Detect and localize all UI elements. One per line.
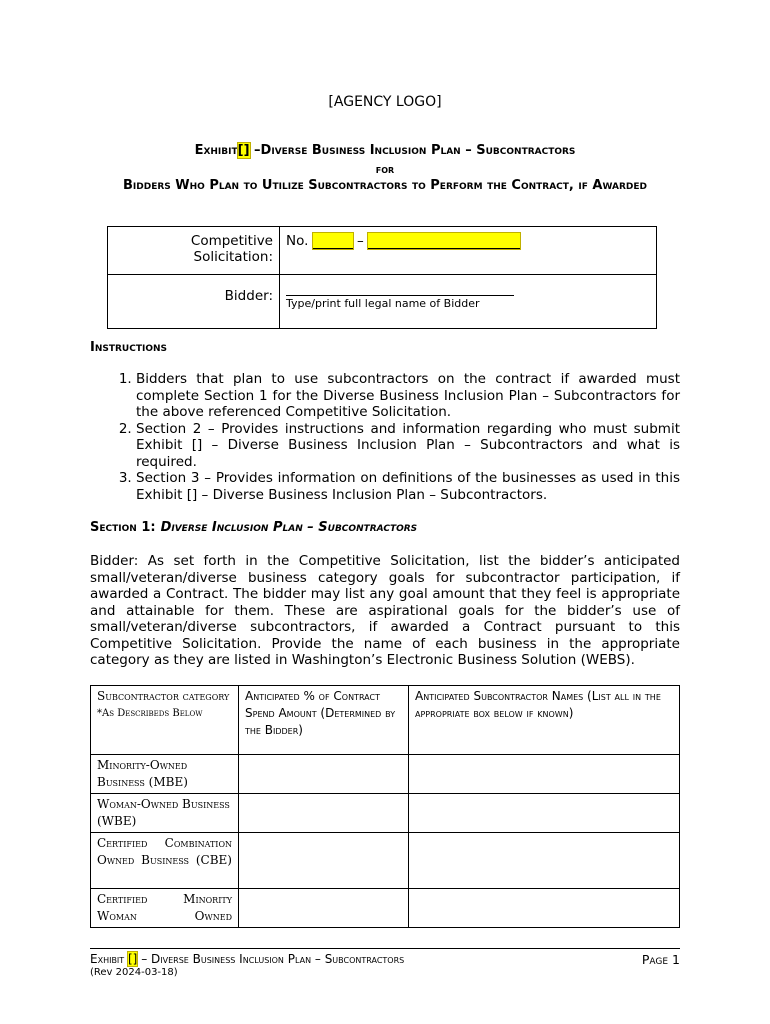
solicitation-number-field[interactable]: [313, 233, 353, 249]
spend-input-cell[interactable]: [239, 794, 409, 833]
names-input-cell[interactable]: [409, 755, 680, 794]
spend-input-cell[interactable]: [239, 889, 409, 928]
bidder-name-field[interactable]: [286, 281, 514, 296]
instruction-item: 1. Bidders that plan to use subcontractors on the contract if awarded must complete Section 1 for the Diverse Business Inclusion Plan – Subcontractors for the above referenced Competitive Solicitation.: [136, 371, 680, 421]
competitive-solicitation-label: Competitive Solicitation:: [108, 227, 280, 275]
subcontractor-category-table: [90, 685, 680, 928]
names-input-cell[interactable]: [409, 889, 680, 928]
table-row: [91, 889, 680, 928]
solicitation-number-cell: [280, 227, 657, 275]
no-label: No.: [286, 233, 309, 249]
bidder-name-caption: Type/print full legal name of Bidder: [286, 297, 480, 310]
footer-exhibit-number-placeholder[interactable]: []: [128, 952, 138, 966]
title-for: for: [375, 162, 395, 176]
section-1-heading: [90, 520, 417, 535]
solicitation-title-field[interactable]: [368, 233, 520, 249]
section-1-paragraph: Bidder: As set forth in the Competitive Solicitation, list the bidder’s anticipated small/veteran/diverse business category goals for subcontractor participation, if awarded a Contract. The bidder may list any goal amount that they feel is appropriate and attainable for them. These are aspirational goals for the bidder’s use of small/veteran/diverse subcontractors, if awarded a Contract pursuant to this Competitive Solicitation. Provide the name of each business in the appropriate category as they are listed in Washington’s Electronic Business Solution (WEBS).: [90, 553, 680, 668]
section-1-label: Section 1:: [90, 520, 156, 535]
table-header-row: [91, 686, 680, 755]
names-input-cell[interactable]: [409, 833, 680, 889]
category-cell: Woman-Owned Business (WBE): [91, 794, 239, 833]
footer-divider: [90, 948, 680, 949]
title-exhibit-word: Exhibit: [194, 143, 238, 158]
page-number: Page 1: [641, 952, 680, 967]
header-names: Anticipated Subcontractor Names (List all in the appropriate box below if known): [409, 686, 680, 755]
header-category: [91, 686, 239, 755]
title-rest: –Diverse Business Inclusion Plan – Subcontractors: [249, 143, 576, 158]
title-exhibit-number-placeholder[interactable]: []: [237, 143, 250, 158]
instruction-item: 3. Section 3 – Provides information on definitions of the businesses as used in this Exhibit [] – Diverse Business Inclusion Plan – Subcontractors.: [136, 470, 680, 503]
footer-title-rest: – Diverse Business Inclusion Plan – Subcontractors: [137, 952, 405, 966]
table-row: [91, 794, 680, 833]
footer-exhibit-word: Exhibit: [90, 952, 125, 966]
solicitation-row: [108, 227, 657, 275]
instruction-item: 2. Section 2 – Provides instructions and information regarding who must submit Exhibit [] – Diverse Business Inclusion Plan – Subcontractors and what is required.: [136, 421, 680, 471]
instructions-list: [90, 371, 680, 503]
section-1-title: Diverse Inclusion Plan – Subcontractors: [160, 520, 418, 535]
category-cell: Minority-Owned Business (MBE): [91, 755, 239, 794]
document-subtitle: Bidders Who Plan to Utilize Subcontractors to Perform the Contract, if Awarded: [123, 178, 647, 193]
bidder-label: Bidder:: [108, 275, 280, 329]
header-category-text: Subcontractor category: [97, 689, 230, 703]
table-row: [91, 833, 680, 889]
number-dash: –: [357, 233, 364, 249]
bidder-row: [108, 275, 657, 329]
solicitation-table: [107, 226, 657, 329]
category-cell: Certified Minority Woman Owned: [91, 889, 239, 928]
category-cell: Certified Combination Owned Business (CBE): [91, 833, 239, 889]
footer-title: [90, 952, 404, 966]
bidder-name-cell: [280, 275, 657, 329]
header-category-note: *As Describeds Below: [97, 708, 203, 719]
instructions-heading: Instructions: [90, 340, 167, 355]
revision-date: (Rev 2024-03-18): [90, 967, 178, 978]
names-input-cell[interactable]: [409, 794, 680, 833]
document-title: [0, 143, 770, 158]
spend-input-cell[interactable]: [239, 833, 409, 889]
agency-logo-placeholder: [AGENCY LOGO]: [328, 94, 442, 110]
spend-input-cell[interactable]: [239, 755, 409, 794]
table-row: [91, 755, 680, 794]
header-spend: Anticipated % of Contract Spend Amount (Determined by the Bidder): [239, 686, 409, 755]
